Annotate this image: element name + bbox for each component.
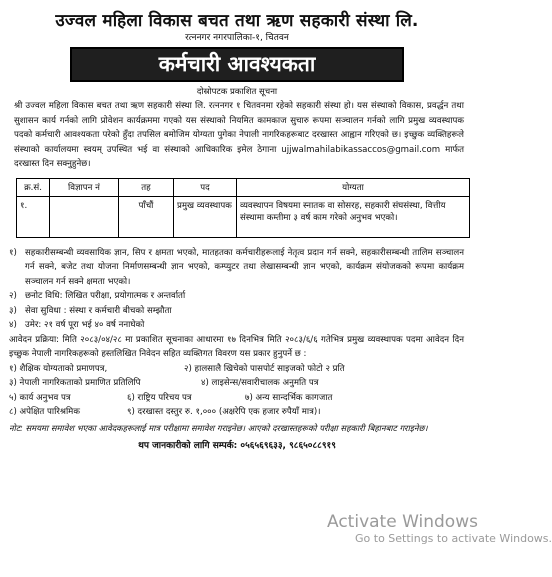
vacancy-table bbox=[16, 178, 470, 238]
document-item: ५) कार्य अनुभव पत्र bbox=[9, 392, 71, 403]
document-item: ८) अपेक्षित पारिश्रमिक bbox=[9, 407, 80, 417]
header-serial: क्र.सं. bbox=[17, 178, 50, 196]
notice-type: दोस्रोपटक प्रकाशित सूचना bbox=[196, 87, 278, 97]
document-item: ९) दरखास्त दस्तुर रु. १,००० (अक्षरेपि एक हजार रुपैयाँ मात्र)। bbox=[127, 407, 321, 417]
cell-serial: १. bbox=[17, 196, 50, 237]
watermark-title: Activate Windows bbox=[327, 512, 478, 532]
activation-watermark bbox=[327, 512, 552, 546]
header-post: पद bbox=[174, 178, 237, 196]
cell-level: पाँचौं bbox=[119, 196, 174, 237]
documents-row bbox=[9, 405, 468, 420]
organization-address: रत्ननगर नगरपालिका-१, चितवन bbox=[185, 33, 289, 43]
documents-row bbox=[9, 376, 468, 391]
document-item: ४) लाइसेन्स/सवारीचालक अनुमति पत्र bbox=[201, 378, 319, 388]
table-row bbox=[17, 196, 470, 237]
contact-line: थप जानकारीको लागि सम्पर्क: ०५६५६९६३३, ९८६५०८८९१९ bbox=[138, 440, 336, 451]
header-level: तह bbox=[119, 178, 174, 196]
title-banner: कर्मचारी आवश्यकता bbox=[70, 47, 404, 82]
list-item: ३) सेवा सुविधा : संस्था र कर्मचारी बीचको सम्झौता bbox=[9, 305, 172, 316]
document-item: ७) अन्य सान्दर्भिक कागजात bbox=[245, 392, 333, 403]
table-header-row bbox=[17, 178, 470, 196]
list-item: १) सहकारीसम्बन्धी व्यवसायिक ज्ञान, सिप र क्षमता भएको, मातहतका कर्मचारीहरूलाई नेतृत्व प्रदान गर्न सक्ने, सहकारीसम्बन्धी तालिम सञ्चालन गर्न सक्ने, बजेट तथा योजना निर्माणसम्बन्धी ज्ञान भएको, कम्प्युटर तथा लेखासम्बन्धी ज्ञान भएको, कार्यक्रम संयोजकको रूपमा कार्यक्रम सञ्चालन गर्न सक्ने क्षमता भएको। bbox=[9, 247, 464, 287]
advertisement bbox=[6, 4, 468, 570]
cell-ad-number bbox=[50, 196, 119, 237]
header-qualification: योग्यता bbox=[237, 178, 470, 196]
cell-qualification: व्यवस्थापन विषयमा स्नातक वा सोसरह, सहकारी संघसंस्था, वित्तीय संस्थामा कम्तीमा ३ वर्ष काम गरेको अनुभव भएको। bbox=[237, 196, 470, 237]
application-process: आवेदन प्रक्रिया: मिति २०८३/०४/२८ मा प्रकाशित सूचनाका आधारमा १७ दिनभित्र मिति २०८३/६/६ गतेभित्र प्रमुख व्यवस्थापक पदमा आवेदन दिन इच्छुक नेपाली नागरिकहरूको हस्तलिखित निवेदन सहित व्यक्तिगत विवरण यस प्रकार हुनुपर्ने छ : bbox=[9, 334, 464, 359]
organization-name: उज्वल महिला विकास बचत तथा ऋण सहकारी संस्था लि. bbox=[55, 11, 419, 31]
required-documents bbox=[9, 362, 468, 420]
requirements-list bbox=[6, 246, 468, 333]
intro-paragraph: श्री उज्वल महिला विकास बचत तथा ऋण सहकारी संस्था लि. रत्ननगर १ चितवनमा रहेको सहकारी संस्था हो। यस संस्थाको विकास, प्रवर्द्धन तथा सुशासन कार्य गर्नको लागि प्रोवेशन कार्यक्रममा गएको यस संस्थाको नियमित कामकाज सुचारु रूपमा सञ्चालन गर्नको लागि प्रमुख व्यवस्थापक पदको कर्मचारी आवश्यकता परेको हुँदा तपसिल बमोजिम योग्यता पुगेका नेपाली नागरिकहरूबाट दरखास्त आह्वान गरिएको छ। इच्छुक व्यक्तिहरूले संस्थाको कार्यालयमा स्वयम् उपस्थित भई वा संस्थाको आधिकारिक इमेल ठेगाना ujjwalmahilabikassaccos@gmail.com मार्फत दरखास्त दिन सक्नुहुनेछ। bbox=[14, 101, 464, 169]
list-item: २) छनोट विधि: लिखित परीक्षा, प्रयोगात्मक र अन्तर्वार्ता bbox=[9, 291, 186, 301]
document-item: ३) नेपाली नागरिकताको प्रमाणित प्रतिलिपि bbox=[9, 378, 141, 388]
documents-row bbox=[9, 391, 468, 406]
list-item: ४) उमेर: २१ वर्ष पूरा भई ४० वर्ष ननाघेको bbox=[9, 320, 145, 330]
cell-post: प्रमुख व्यवस्थापक bbox=[174, 196, 237, 237]
document-item: ६) राष्ट्रिय परिचय पत्र bbox=[127, 392, 192, 403]
note: नोट: समयमा समावेश भएका आवेदकहरूलाई मात्र परीक्षामा समावेश गराइनेछ। आएको दरखास्तहरूको परीक्षा सहकारी बिहानबाट गराइनेछ। bbox=[9, 422, 428, 433]
document-item: १) शैक्षिक योग्यताको प्रमाणपत्र, bbox=[9, 363, 108, 374]
watermark-subtitle: Go to Settings to activate Windows. bbox=[355, 532, 552, 545]
header-ad-number: विज्ञापन नं bbox=[50, 178, 119, 196]
documents-row bbox=[9, 362, 468, 377]
document-item: २) हालसालै खिचेको पासपोर्ट साइजको फोटो २ प्रति bbox=[184, 363, 345, 374]
